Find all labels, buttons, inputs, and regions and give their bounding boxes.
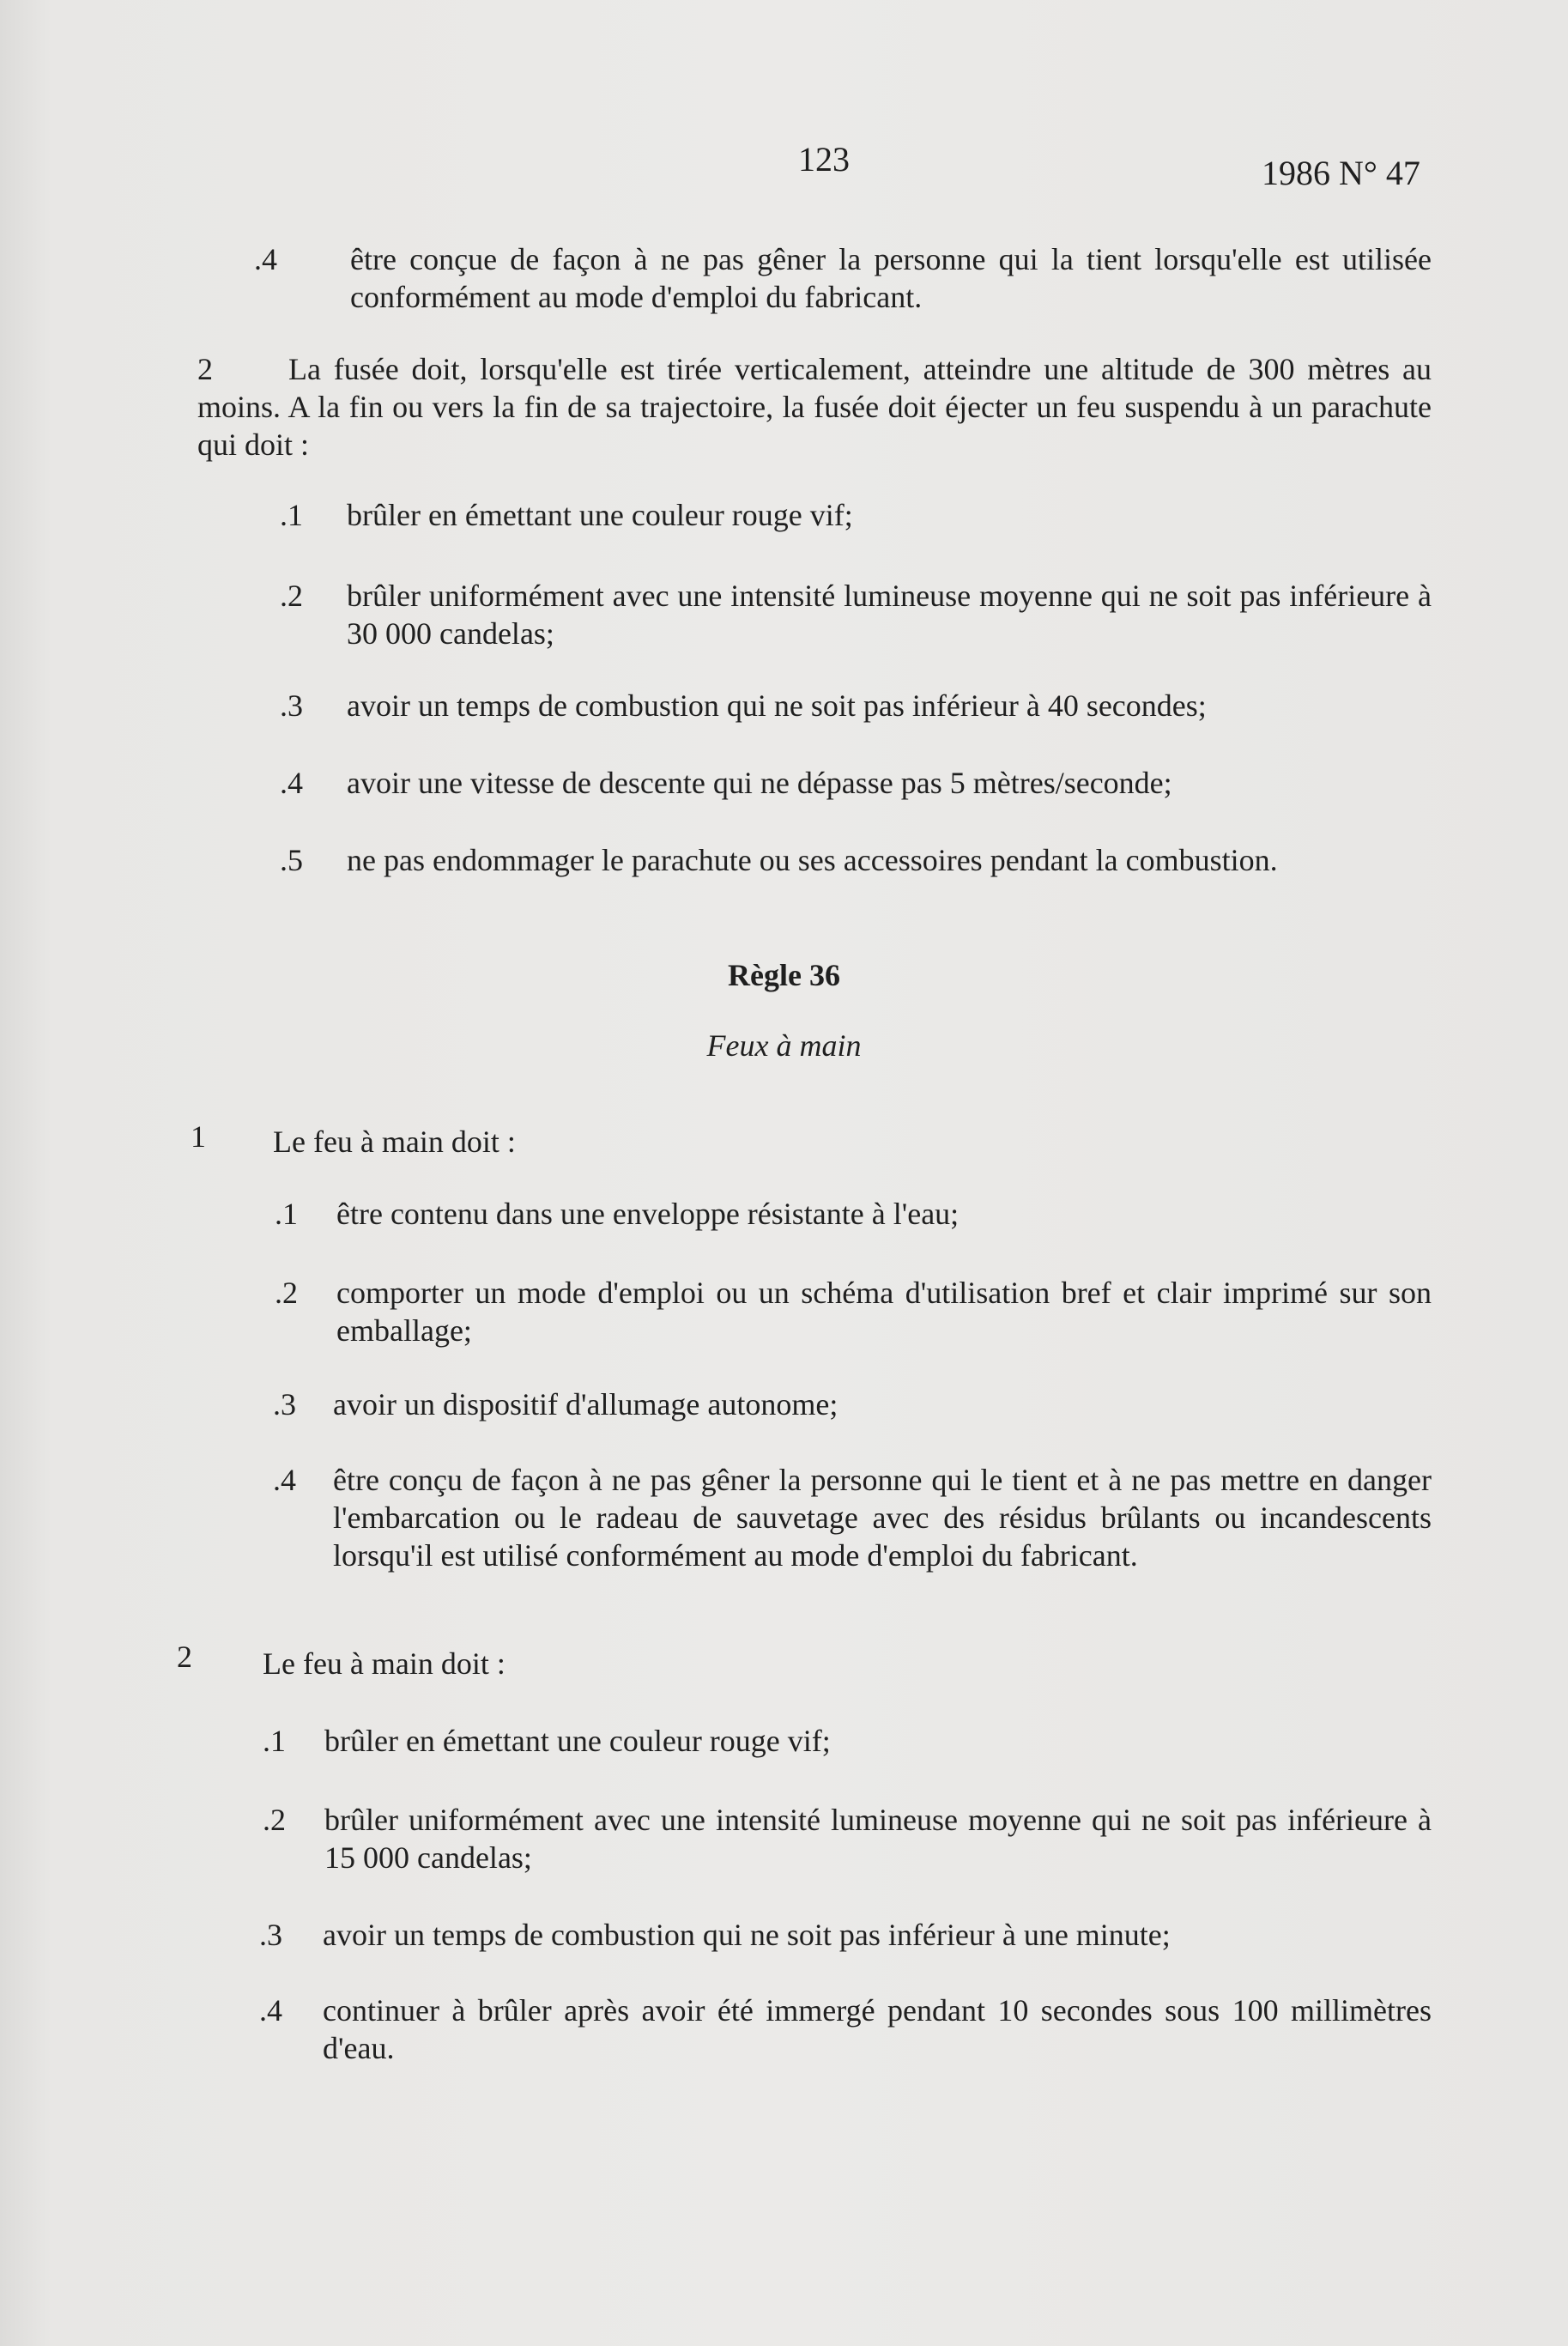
list-item-text: avoir une vitesse de descente qui ne dépasse pas 5 mètres/seconde; xyxy=(347,766,1172,800)
list-item-text: être conçu de façon à ne pas gêner la personne qui le tient et à ne pas mettre en danger l'embarcation ou le radeau de sauvetage avec des résidus brûlants ou incandescents lorsqu'il est utilisé conformément au mode d'emploi du fabricant. xyxy=(333,1463,1432,1573)
list-item-text: brûler en émettant une couleur rouge vif; xyxy=(324,1724,831,1758)
list-item-number: .4 xyxy=(280,766,303,800)
section-text: Le feu à main doit : xyxy=(263,1646,506,1681)
list-item-number: .1 xyxy=(263,1724,286,1758)
rule-title: Règle 36 xyxy=(728,958,840,992)
section-number: 1 xyxy=(191,1119,206,1154)
list-item-number: .5 xyxy=(280,843,303,877)
list-item-number: .2 xyxy=(263,1803,286,1837)
list-item-text: ne pas endommager le parachute ou ses accessoires pendant la combustion. xyxy=(347,843,1278,877)
rule-subtitle: Feux à main xyxy=(706,1028,862,1063)
document-reference: 1986 N° 47 xyxy=(1262,154,1420,192)
list-item-number: .2 xyxy=(275,1276,298,1310)
list-item-number: .1 xyxy=(275,1197,298,1231)
list-item-number: .3 xyxy=(259,1918,282,1952)
item-number: .4 xyxy=(254,242,277,276)
page-number: 123 xyxy=(798,140,850,179)
list-item-number: .2 xyxy=(280,579,303,613)
list-item-text: brûler uniformément avec une intensité lumineuse moyenne qui ne soit pas inférieure à 30 000 candelas; xyxy=(347,579,1432,651)
list-item-text: brûler en émettant une couleur rouge vif; xyxy=(347,498,853,532)
section-text: Le feu à main doit : xyxy=(273,1125,516,1159)
section-number: 2 xyxy=(177,1640,192,1674)
list-item-text: brûler uniformément avec une intensité lumineuse moyenne qui ne soit pas inférieure à 15 000 candelas; xyxy=(324,1803,1432,1875)
paragraph-number: 2 xyxy=(197,352,213,386)
list-item-number: .4 xyxy=(259,1993,282,2028)
list-item-text: être contenu dans une enveloppe résistante à l'eau; xyxy=(336,1197,960,1231)
list-item-text: avoir un dispositif d'allumage autonome; xyxy=(333,1387,838,1422)
list-item-number: .3 xyxy=(273,1387,296,1422)
list-item-number: .3 xyxy=(280,688,303,723)
list-item-text: comporter un mode d'emploi ou un schéma d'utilisation bref et clair imprimé sur son emballage; xyxy=(336,1276,1432,1348)
paragraph-text: La fusée doit, lorsqu'elle est tirée verticalement, atteindre une altitude de 300 mètres au moins. A la fin ou vers la fin de sa trajectoire, la fusée doit éjecter un feu suspendu à un parachute qui doit : xyxy=(197,352,1432,462)
item-text: être conçue de façon à ne pas gêner la personne qui la tient lorsqu'elle est utilisée conformément au mode d'emploi du fabricant. xyxy=(350,242,1432,314)
list-item-number: .1 xyxy=(280,498,303,532)
list-item-text: avoir un temps de combustion qui ne soit pas inférieur à 40 secondes; xyxy=(347,688,1207,723)
list-item-text: avoir un temps de combustion qui ne soit pas inférieur à une minute; xyxy=(323,1918,1171,1952)
list-item-number: .4 xyxy=(273,1463,296,1497)
list-item-text: continuer à brûler après avoir été immergé pendant 10 secondes sous 100 millimètres d'eau. xyxy=(323,1993,1432,2065)
